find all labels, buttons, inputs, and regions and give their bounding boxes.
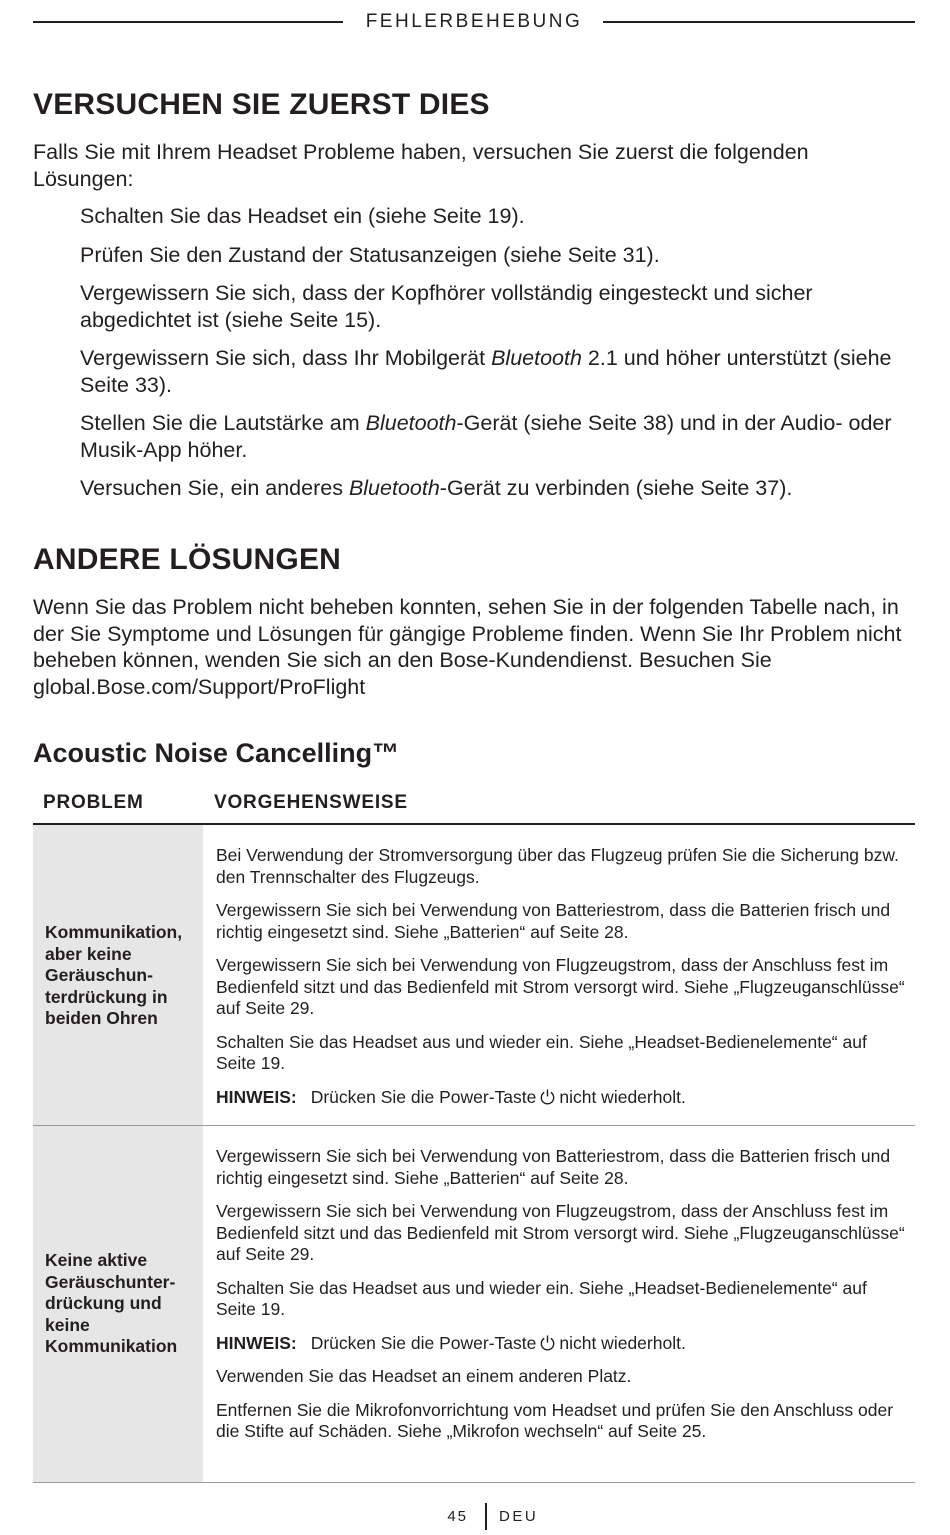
action-item: Vergewissern Sie sich bei Verwendung von Batteriestrom, dass die Batterien frisch und richtig eingesetzt sind. Siehe „Batterien“ auf Seite 28. [216, 1146, 891, 1188]
action-cell [216, 845, 911, 1120]
footer-divider [485, 1503, 487, 1530]
table-row [33, 1126, 915, 1483]
step-item: Schalten Sie das Headset ein (siehe Seite 19). [80, 204, 525, 228]
page-footer [0, 1503, 950, 1533]
page-number: 45 [447, 1508, 468, 1525]
column-header-action: VORGEHENSWEISE [214, 792, 408, 813]
step-item: Stellen Sie die Lautstärke am Bluetooth-Gerät (siehe Seite 38) und in der Audio- oder Musik-App höher. [80, 411, 892, 462]
power-icon [539, 1334, 556, 1352]
hint-note: HINWEIS: Drücken Sie die Power-Taste nicht wiederholt. [216, 1332, 686, 1353]
other-solutions-text: Wenn Sie das Problem nicht beheben konnten, sehen Sie in der folgenden Tabelle nach, in der Sie Symptome und Lösungen für gängige Probleme finden. Wenn Sie Ihr Problem nicht beheben können, wenden Sie sich an den Bose-Kundendienst. Besuchen Sie global.Bose.com/Support/ProFlight [33, 595, 902, 699]
table-header [33, 790, 915, 825]
action-item: Vergewissern Sie sich bei Verwendung von Batteriestrom, dass die Batterien frisch und richtig eingesetzt sind. Siehe „Batterien“ auf Seite 28. [216, 900, 891, 942]
other-solutions-heading: ANDERE LÖSUNGEN [33, 543, 342, 576]
action-item: Vergewissern Sie sich bei Verwendung von Flugzeugstrom, dass der Anschluss fest im Bedienfeld sitzt und das Bedienfeld mit Strom versorgt wird. Siehe „Flugzeuganschlüsse“ auf Seite 29. [216, 955, 905, 1018]
problem-text: Kommunikation, aber keine Geräuschun-terdrückung in beiden Ohren [45, 922, 183, 1028]
step-item: Vergewissern Sie sich, dass der Kopfhörer vollständig eingesteckt und sicher abgedichtet ist (siehe Seite 15). [80, 281, 813, 332]
action-cell [216, 1146, 911, 1455]
action-item: Schalten Sie das Headset aus und wieder ein. Siehe „Headset-Bedienelemente“ auf Seite 19. [216, 1031, 867, 1073]
section-header [33, 11, 915, 33]
try-first-intro: Falls Sie mit Ihrem Headset Probleme haben, versuchen Sie zuerst die folgenden Lösungen: [33, 140, 809, 191]
action-item: Bei Verwendung der Stromversorgung über das Flugzeug prüfen Sie die Sicherung bzw. den Trennschalter des Flugzeugs. [216, 845, 899, 887]
try-first-heading: VERSUCHEN SIE ZUERST DIES [33, 88, 490, 121]
action-item: Verwenden Sie das Headset an einem anderen Platz. [216, 1366, 632, 1386]
problem-cell [33, 825, 203, 1125]
problem-cell [33, 1126, 203, 1482]
section-title: FEHLERBEHEBUNG [365, 11, 583, 32]
hint-label: HINWEIS: [216, 1086, 297, 1107]
step-item: Vergewissern Sie sich, dass Ihr Mobilgerät Bluetooth 2.1 und höher unterstützt (siehe Seite 33). [80, 346, 892, 397]
action-item: Vergewissern Sie sich bei Verwendung von Flugzeugstrom, dass der Anschluss fest im Bedienfeld sitzt und das Bedienfeld mit Strom versorgt wird. Siehe „Flugzeuganschlüsse“ auf Seite 29. [216, 1201, 905, 1264]
column-header-problem: PROBLEM [43, 792, 144, 813]
step-item: Versuchen Sie, ein anderes Bluetooth-Gerät zu verbinden (siehe Seite 37). [80, 476, 793, 500]
problem-text: Keine aktive Geräuschunter-drückung und keine Kommunikation [45, 1250, 178, 1356]
step-item: Prüfen Sie den Zustand der Statusanzeigen (siehe Seite 31). [80, 242, 660, 267]
hint-note: HINWEIS: Drücken Sie die Power-Taste nicht wiederholt. [216, 1086, 686, 1107]
action-item: Entfernen Sie die Mikrofonvorrichtung vom Headset und prüfen Sie den Anschluss oder die Stifte auf Schäden. Siehe „Mikrofon wechseln“ auf Seite 25. [216, 1399, 894, 1441]
anc-heading: Acoustic Noise Cancelling™ [33, 738, 400, 768]
header-rule-right [603, 21, 915, 23]
action-item: Schalten Sie das Headset aus und wieder ein. Siehe „Headset-Bedienelemente“ auf Seite 19. [216, 1277, 867, 1319]
language-code: DEU [499, 1508, 539, 1525]
hint-label: HINWEIS: [216, 1332, 297, 1353]
power-icon [539, 1088, 556, 1106]
try-first-steps [80, 203, 910, 514]
table-row [33, 825, 915, 1126]
